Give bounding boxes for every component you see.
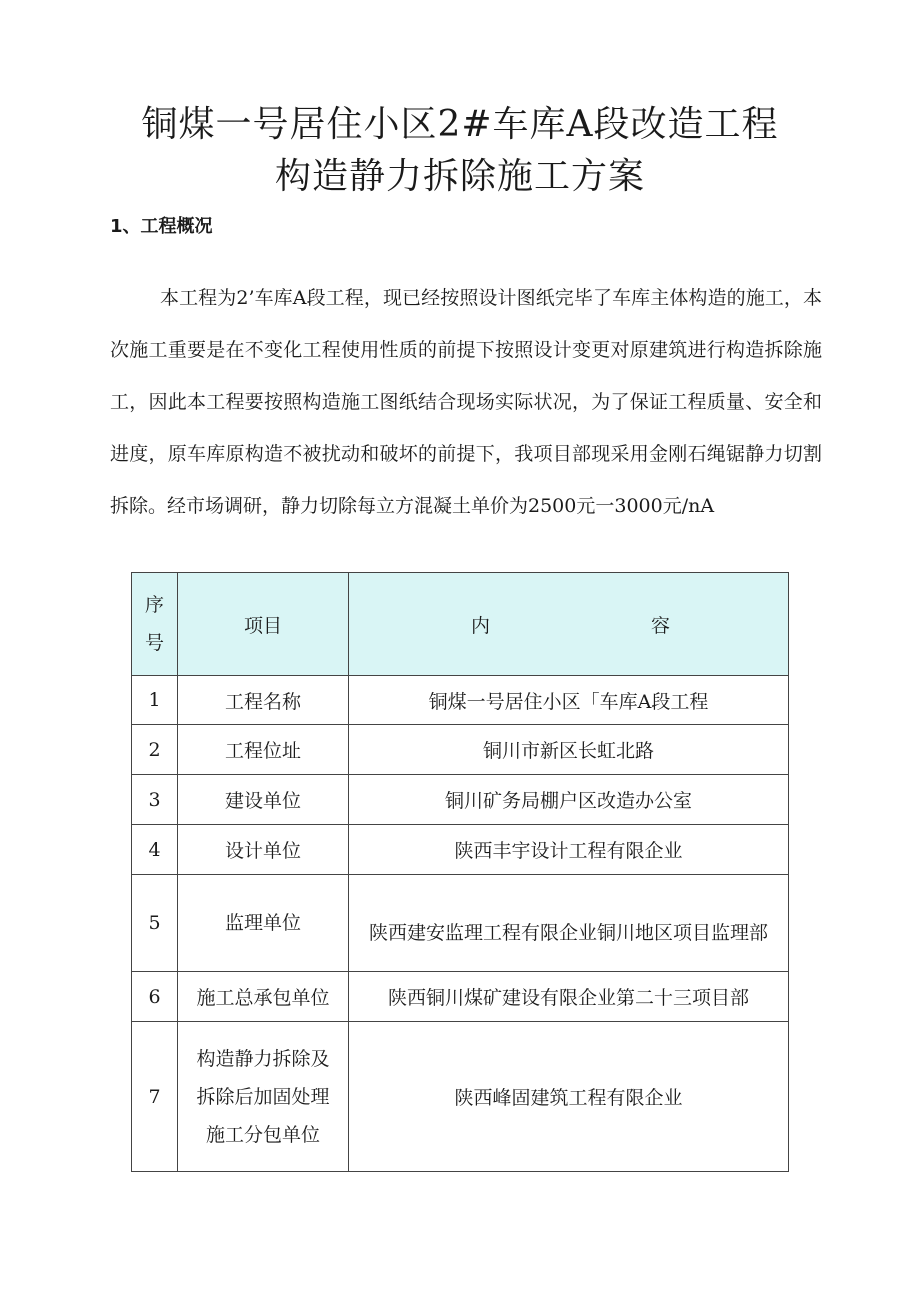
row-item: 设计单位	[178, 825, 349, 875]
header-item: 项目	[178, 573, 349, 676]
header-content-right: 容	[650, 614, 670, 637]
row-item-text: 监理单位	[224, 911, 301, 934]
row-content-text: 陕西建安监理工程有限企业铜川地区项目监理部	[368, 921, 768, 944]
row-item: 工程位址	[178, 725, 349, 775]
table-row	[132, 875, 789, 972]
project-info-table	[131, 572, 789, 1172]
row-no: 3	[132, 775, 178, 825]
row-item: 施工总承包单位	[178, 972, 349, 1022]
row-no: 2	[132, 725, 178, 775]
header-no-label: 序号	[144, 594, 164, 654]
row-item	[178, 1022, 349, 1172]
row-item	[178, 875, 349, 972]
table-row	[132, 1022, 789, 1172]
header-content-left: 内	[471, 614, 491, 637]
table-row	[132, 825, 789, 875]
section-heading: 1、工程概况	[110, 216, 213, 237]
row-item: 工程名称	[178, 676, 349, 725]
row-no: 6	[132, 972, 178, 1022]
section-paragraph: 本工程为2’车库A段工程，现已经按照设计图纸完毕了车库主体构造的施工，本次施工重要是在不变化工程使用性质的前提下按照设计变更对原建筑进行构造拆除施工，因此本工程要按照构造施工图纸结合现场实际状况，为了保证工程质量、安全和进度，原车库原构造不被扰动和破坏的前提下，我项目部现采用金刚石绳锯静力切割拆除。经市场调研，静力切除每立方混凝土单价为2500元一3000元/nA	[110, 287, 822, 517]
document-title-line1: 铜煤一号居住小区2#车库A段改造工程	[141, 104, 779, 145]
document-title-line2: 构造静力拆除施工方案	[274, 156, 645, 197]
row-content: 陕西铜川煤矿建设有限企业第二十三项目部	[349, 972, 789, 1022]
header-no	[132, 573, 178, 676]
row-no: 5	[132, 875, 178, 972]
row-content: 陕西峰固建筑工程有限企业	[349, 1022, 789, 1172]
table-row	[132, 775, 789, 825]
row-item-line: 拆除后加固处理	[196, 1085, 330, 1108]
row-item-line: 构造静力拆除及	[196, 1047, 330, 1070]
table-row	[132, 972, 789, 1022]
row-no: 7	[132, 1022, 178, 1172]
row-no: 4	[132, 825, 178, 875]
row-item-line: 施工分包单位	[205, 1123, 320, 1146]
row-content: 铜川市新区长虹北路	[349, 725, 789, 775]
row-content: 陕西丰宇设计工程有限企业	[349, 825, 789, 875]
row-content: 铜川矿务局棚户区改造办公室	[349, 775, 789, 825]
row-content	[349, 875, 789, 972]
row-item: 建设单位	[178, 775, 349, 825]
header-content	[349, 573, 789, 676]
row-no: 1	[132, 676, 178, 725]
table-row	[132, 676, 789, 725]
table-row	[132, 725, 789, 775]
table-header-row	[132, 573, 789, 676]
row-content: 铜煤一号居住小区「车库A段工程	[349, 676, 789, 725]
